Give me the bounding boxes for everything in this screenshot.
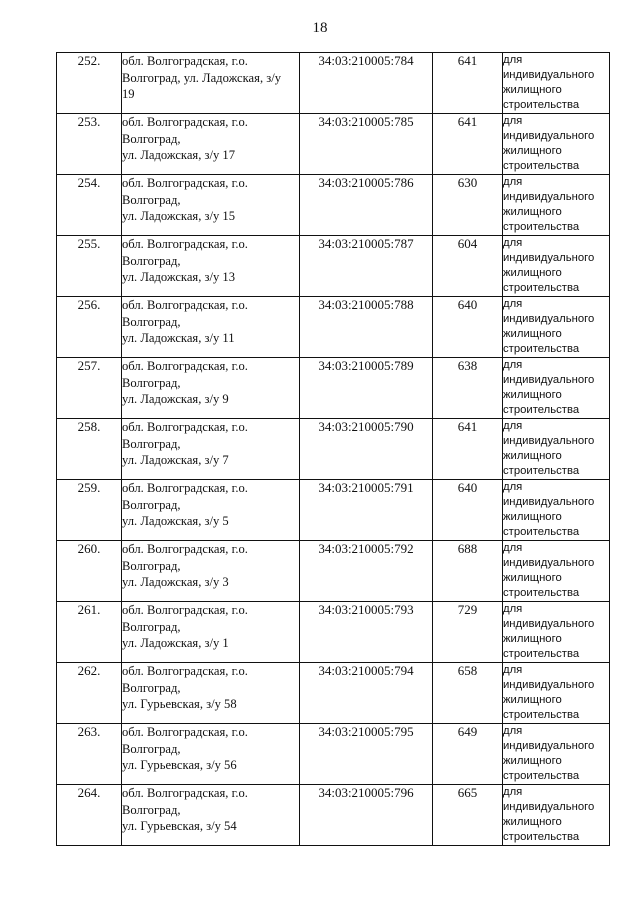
cadastral-number: 34:03:210005:792 xyxy=(300,541,433,602)
permitted-use-line: индивидуального xyxy=(503,69,595,81)
cadastral-number: 34:03:210005:785 xyxy=(300,114,433,175)
address-cell xyxy=(122,419,300,480)
cadastral-number: 34:03:210005:787 xyxy=(300,236,433,297)
row-number: 252. xyxy=(57,53,122,114)
area-value: 729 xyxy=(433,602,503,663)
cadastral-number: 34:03:210005:790 xyxy=(300,419,433,480)
table-body xyxy=(57,53,610,846)
table-row xyxy=(57,541,610,602)
permitted-use-line: индивидуального xyxy=(503,191,595,203)
address-line: ул. Ладожская, з/у 3 xyxy=(122,575,229,589)
permitted-use-cell xyxy=(503,236,610,297)
address-line: ул. Ладожская, з/у 17 xyxy=(122,148,236,162)
land-parcels-table xyxy=(56,52,610,846)
table-row xyxy=(57,419,610,480)
permitted-use-cell xyxy=(503,114,610,175)
area-value: 640 xyxy=(433,480,503,541)
permitted-use-line: жилищного xyxy=(503,816,562,828)
cadastral-number: 34:03:210005:795 xyxy=(300,724,433,785)
area-value: 630 xyxy=(433,175,503,236)
address-line: Волгоград, xyxy=(122,680,181,695)
permitted-use-line: индивидуального xyxy=(503,130,595,142)
permitted-use-line: для xyxy=(503,542,523,554)
address-line: обл. Волгоградская, г.о. xyxy=(122,481,248,495)
permitted-use-line: индивидуального xyxy=(503,618,595,630)
permitted-use-line: жилищного xyxy=(503,694,562,706)
permitted-use-line: для xyxy=(503,176,523,188)
permitted-use-cell xyxy=(503,480,610,541)
area-value: 665 xyxy=(433,785,503,846)
area-value: 658 xyxy=(433,663,503,724)
table-row xyxy=(57,175,610,236)
table-row xyxy=(57,53,610,114)
area-value: 641 xyxy=(433,114,503,175)
address-line: ул. Ладожская, з/у 13 xyxy=(122,270,236,284)
cadastral-number: 34:03:210005:784 xyxy=(300,53,433,114)
permitted-use-cell xyxy=(503,419,610,480)
permitted-use-line: строительства xyxy=(503,465,580,477)
address-cell xyxy=(122,724,300,785)
address-line: обл. Волгоградская, г.о. xyxy=(122,664,248,678)
address-line: Волгоград, xyxy=(122,131,181,146)
address-line: обл. Волгоградская, г.о. xyxy=(122,359,248,373)
permitted-use-line: жилищного xyxy=(503,450,562,462)
table-row xyxy=(57,663,610,724)
row-number: 259. xyxy=(57,480,122,541)
table-row xyxy=(57,602,610,663)
address-line: ул. Ладожская, з/у 11 xyxy=(122,331,235,345)
cadastral-number: 34:03:210005:786 xyxy=(300,175,433,236)
address-cell xyxy=(122,785,300,846)
permitted-use-line: для xyxy=(503,420,523,432)
permitted-use-line: индивидуального xyxy=(503,435,595,447)
permitted-use-line: для xyxy=(503,664,523,676)
permitted-use-line: индивидуального xyxy=(503,374,595,386)
address-line: ул. Гурьевская, з/у 56 xyxy=(122,758,237,772)
permitted-use-cell xyxy=(503,785,610,846)
permitted-use-line: строительства xyxy=(503,648,580,660)
address-line: обл. Волгоградская, г.о. xyxy=(122,115,248,129)
permitted-use-cell xyxy=(503,724,610,785)
address-cell xyxy=(122,236,300,297)
row-number: 260. xyxy=(57,541,122,602)
permitted-use-line: строительства xyxy=(503,526,580,538)
address-cell xyxy=(122,541,300,602)
cadastral-number: 34:03:210005:793 xyxy=(300,602,433,663)
address-line: ул. Ладожская, з/у 9 xyxy=(122,392,229,406)
permitted-use-line: жилищного xyxy=(503,84,562,96)
address-line: Волгоград, xyxy=(122,802,181,817)
address-line: Волгоград, xyxy=(122,375,181,390)
permitted-use-line: жилищного xyxy=(503,206,562,218)
permitted-use-line: строительства xyxy=(503,160,580,172)
permitted-use-line: для xyxy=(503,298,523,310)
permitted-use-cell xyxy=(503,358,610,419)
address-cell xyxy=(122,358,300,419)
table-row xyxy=(57,785,610,846)
permitted-use-line: индивидуального xyxy=(503,557,595,569)
permitted-use-line: для xyxy=(503,359,523,371)
permitted-use-line: для xyxy=(503,481,523,493)
cadastral-number: 34:03:210005:788 xyxy=(300,297,433,358)
cadastral-number: 34:03:210005:796 xyxy=(300,785,433,846)
permitted-use-cell xyxy=(503,53,610,114)
table-row xyxy=(57,297,610,358)
permitted-use-line: жилищного xyxy=(503,755,562,767)
permitted-use-line: для xyxy=(503,54,523,66)
row-number: 264. xyxy=(57,785,122,846)
address-cell xyxy=(122,297,300,358)
row-number: 255. xyxy=(57,236,122,297)
address-line: обл. Волгоградская, г.о. xyxy=(122,420,248,434)
address-line: обл. Волгоградская, г.о. xyxy=(122,298,248,312)
table-row xyxy=(57,724,610,785)
permitted-use-line: жилищного xyxy=(503,633,562,645)
area-value: 604 xyxy=(433,236,503,297)
address-line: обл. Волгоградская, г.о. xyxy=(122,786,248,800)
permitted-use-line: для xyxy=(503,237,523,249)
permitted-use-line: строительства xyxy=(503,343,580,355)
address-cell xyxy=(122,663,300,724)
permitted-use-cell xyxy=(503,175,610,236)
area-value: 641 xyxy=(433,53,503,114)
permitted-use-cell xyxy=(503,297,610,358)
permitted-use-line: строительства xyxy=(503,709,580,721)
permitted-use-line: индивидуального xyxy=(503,313,595,325)
address-line: ул. Ладожская, з/у 15 xyxy=(122,209,236,223)
permitted-use-line: для xyxy=(503,115,523,127)
address-line: обл. Волгоградская, г.о. xyxy=(122,237,248,251)
area-value: 649 xyxy=(433,724,503,785)
permitted-use-line: для xyxy=(503,603,523,615)
cadastral-number: 34:03:210005:789 xyxy=(300,358,433,419)
row-number: 261. xyxy=(57,602,122,663)
permitted-use-line: жилищного xyxy=(503,389,562,401)
permitted-use-line: индивидуального xyxy=(503,679,595,691)
address-line: обл. Волгоградская, г.о. xyxy=(122,176,248,190)
permitted-use-line: жилищного xyxy=(503,145,562,157)
permitted-use-line: строительства xyxy=(503,831,580,843)
address-line: Волгоград, xyxy=(122,192,181,207)
address-line: ул. Ладожская, з/у 1 xyxy=(122,636,229,650)
area-value: 688 xyxy=(433,541,503,602)
table-row xyxy=(57,236,610,297)
permitted-use-line: строительства xyxy=(503,587,580,599)
table-row xyxy=(57,358,610,419)
area-value: 640 xyxy=(433,297,503,358)
address-line: Волгоград, xyxy=(122,253,181,268)
permitted-use-cell xyxy=(503,541,610,602)
cadastral-number: 34:03:210005:791 xyxy=(300,480,433,541)
area-value: 638 xyxy=(433,358,503,419)
row-number: 262. xyxy=(57,663,122,724)
permitted-use-line: индивидуального xyxy=(503,801,595,813)
address-line: Волгоград, ул. Ладожская, з/у xyxy=(122,70,282,85)
permitted-use-cell xyxy=(503,663,610,724)
permitted-use-line: для xyxy=(503,786,523,798)
address-cell xyxy=(122,480,300,541)
row-number: 257. xyxy=(57,358,122,419)
permitted-use-cell xyxy=(503,602,610,663)
address-line: Волгоград, xyxy=(122,436,181,451)
row-number: 258. xyxy=(57,419,122,480)
cadastral-number: 34:03:210005:794 xyxy=(300,663,433,724)
row-number: 254. xyxy=(57,175,122,236)
permitted-use-line: для xyxy=(503,725,523,737)
address-cell xyxy=(122,53,300,114)
permitted-use-line: индивидуального xyxy=(503,252,595,264)
address-cell xyxy=(122,114,300,175)
address-line: Волгоград, xyxy=(122,619,181,634)
permitted-use-line: строительства xyxy=(503,221,580,233)
permitted-use-line: строительства xyxy=(503,99,580,111)
address-line: обл. Волгоградская, г.о. xyxy=(122,542,248,556)
permitted-use-line: строительства xyxy=(503,282,580,294)
row-number: 256. xyxy=(57,297,122,358)
address-line: Волгоград, xyxy=(122,741,181,756)
permitted-use-line: индивидуального xyxy=(503,740,595,752)
address-line: обл. Волгоградская, г.о. xyxy=(122,725,248,739)
address-line: Волгоград, xyxy=(122,497,181,512)
row-number: 263. xyxy=(57,724,122,785)
address-line: Волгоград, xyxy=(122,558,181,573)
address-line: ул. Гурьевская, з/у 58 xyxy=(122,697,237,711)
address-cell xyxy=(122,175,300,236)
table-row xyxy=(57,480,610,541)
page-number: 18 xyxy=(312,20,328,36)
area-value: 641 xyxy=(433,419,503,480)
address-line: ул. Ладожская, з/у 7 xyxy=(122,453,229,467)
address-line: обл. Волгоградская, г.о. xyxy=(122,603,248,617)
permitted-use-line: индивидуального xyxy=(503,496,595,508)
address-cell xyxy=(122,602,300,663)
address-line: обл. Волгоградская, г.о. xyxy=(122,54,248,68)
permitted-use-line: жилищного xyxy=(503,572,562,584)
row-number: 253. xyxy=(57,114,122,175)
address-line: Волгоград, xyxy=(122,314,181,329)
address-line: ул. Гурьевская, з/у 54 xyxy=(122,819,237,833)
permitted-use-line: жилищного xyxy=(503,511,562,523)
permitted-use-line: строительства xyxy=(503,404,580,416)
table-row xyxy=(57,114,610,175)
permitted-use-line: жилищного xyxy=(503,328,562,340)
permitted-use-line: жилищного xyxy=(503,267,562,279)
address-line: 19 xyxy=(122,87,135,101)
address-line: ул. Ладожская, з/у 5 xyxy=(122,514,229,528)
permitted-use-line: строительства xyxy=(503,770,580,782)
